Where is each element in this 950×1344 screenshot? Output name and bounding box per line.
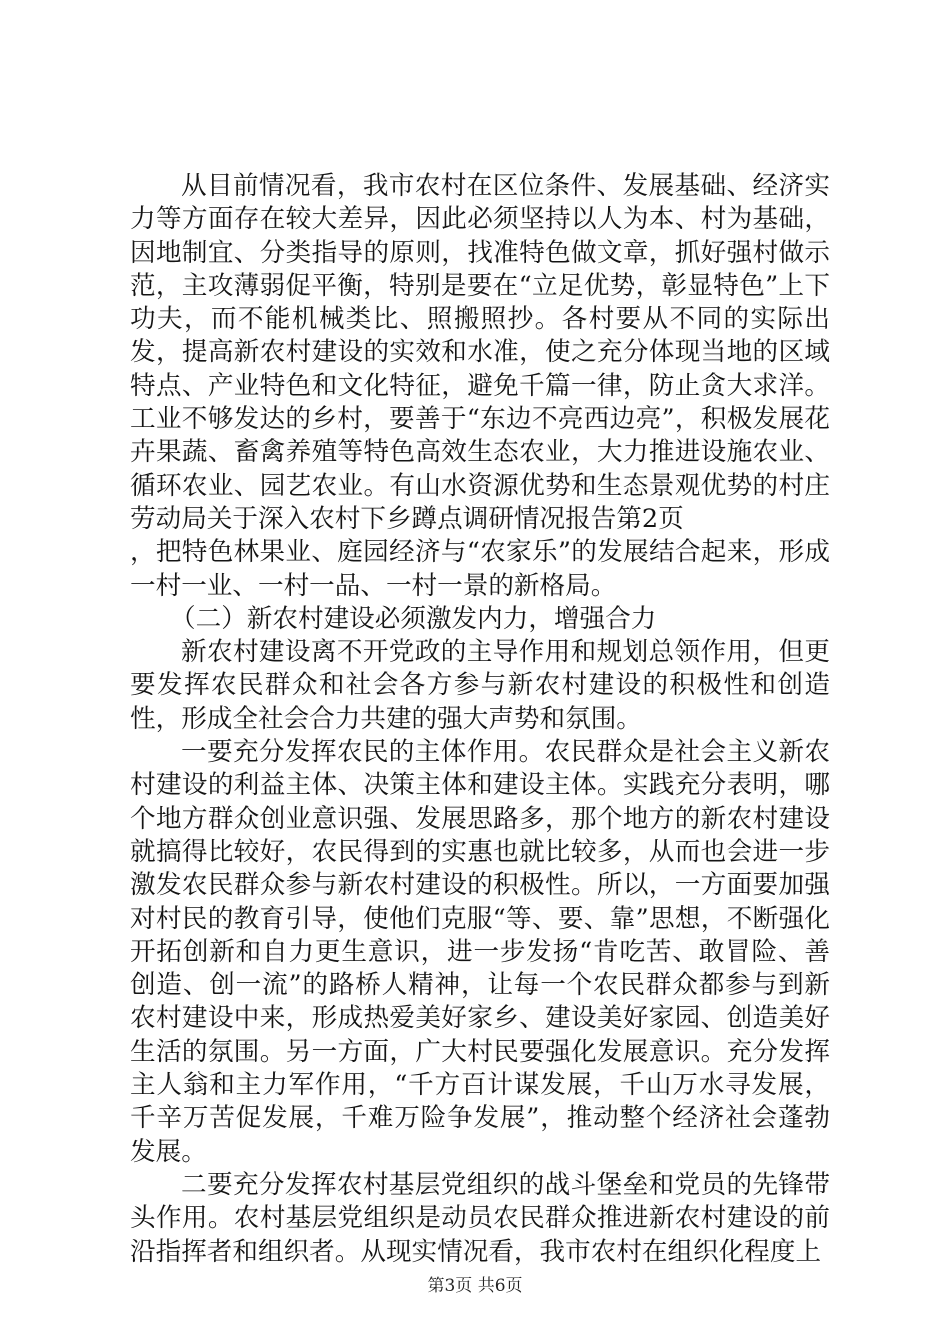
- paragraph-continuation: ，把特色林果业、庭园经济与“农家乐”的发展结合起来，形成一村一业、一村一品、一村一景的新格局。: [130, 537, 830, 601]
- page-number: 第3页 共6页: [427, 1276, 523, 1296]
- paragraph-regional-differences: 从目前情况看，我市农村在区位条件、发展基础、经济实力等方面存在较大差异，因此必须坚持以人为本、村为基础，因地制宜、分类指导的原则，找准特色做文章，抓好强村做示范，主攻薄弱促平衡，特别是要在“立足优势，彰显特色”上下功夫，而不能机械类比、照搬照抄。各村要从不同的实际出发，提高新农村建设的实效和水准，使之充分体现当地的区域特点、产业特色和文化特征，避免千篇一律，防止贪大求洋。工业不够发达的乡村，要善于“东边不亮西边亮”，积极发展花卉果蔬、畜禽养殖等特色高效生态农业，大力推进设施农业、循环农业、园艺农业。有山水资源优势和生态景观优势的村庄劳动局关于深入农村下乡蹲点调研情况报告第2页: [130, 171, 830, 534]
- paragraph-farmers-role: 一要充分发挥农民的主体作用。农民群众是社会主义新农村建设的利益主体、决策主体和建设主体。实践充分表明，哪个地方群众创业意识强、发展思路多，那个地方的新农村建设就搞得比较好，农民得到的实惠也就比较多，从而也会进一步激发农民群众参与新农村建设的积极性。所以，一方面要加强对村民的教育引导，使他们克服“等、要、靠”思想，不断强化开拓创新和自力更生意识，进一步发扬“肯吃苦、敢冒险、善创造、创一流”的路桥人精神，让每一个农民群众都参与到新农村建设中来，形成热爱美好家乡、建设美好家园、创造美好生活的氛围。另一方面，广大村民要强化发展意识。充分发挥主人翁和主力军作用，“千方百计谋发展，千山万水寻发展，千辛万苦促发展，千难万险争发展”，推动整个经济社会蓬勃发展。: [130, 737, 830, 1167]
- document-body: [130, 170, 830, 1269]
- paragraph-intro: 新农村建设离不开党政的主导作用和规划总领作用，但更要发挥农民群众和社会各方参与新农村建设的积极性和创造性，形成全社会合力共建的强大声势和氛围。: [130, 637, 830, 734]
- section-heading: （二）新农村建设必须激发内力，增强合力: [170, 603, 657, 634]
- paragraph-party-role: 二要充分发挥农村基层党组织的战斗堡垒和党员的先锋带头作用。农村基层党组织是动员农民群众推进新农村建设的前沿指挥者和组织者。从现实情况看，我市农村在组织化程度上: [130, 1169, 830, 1267]
- page-footer: [0, 1275, 950, 1297]
